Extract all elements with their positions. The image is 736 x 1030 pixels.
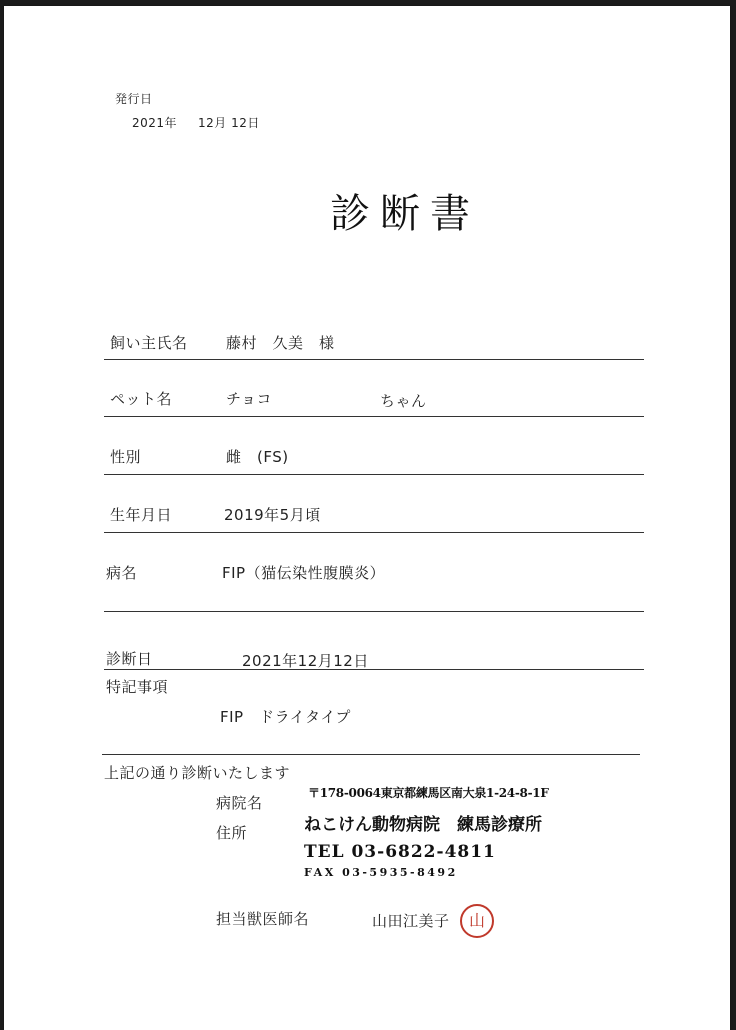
vet-label: 担当獣医師名 [216, 910, 310, 928]
pet-value: チョコ [226, 390, 273, 408]
clinic-stamp-tel: TEL 03-6822-4811 [304, 842, 496, 862]
owner-label: 飼い主氏名 [110, 334, 188, 352]
birth-value: 2019年5月頃 [224, 506, 321, 524]
diagnosis-date-label: 診断日 [106, 650, 153, 668]
closing-statement: 上記の通り診断いたします [104, 764, 291, 782]
disease-rule [104, 611, 644, 612]
diagnosis-date-rule [104, 669, 644, 670]
remarks-value: FIP ドライタイプ [220, 708, 351, 726]
clinic-stamp-fax: FAX 03-5935-8492 [304, 866, 458, 879]
sex-label: 性別 [110, 448, 142, 466]
vet-seal-stamp: 山 [460, 904, 494, 938]
remarks-rule [102, 754, 640, 755]
document-title: 診断書 [330, 191, 480, 237]
pet-label: ペット名 [110, 390, 173, 408]
clinic-stamp-name: ねこけん動物病院 練馬診療所 [304, 815, 542, 835]
owner-rule [104, 359, 644, 360]
issue-month-day: 12月 12日 [198, 116, 260, 130]
clinic-name-label: 病院名 [216, 794, 263, 812]
issue-date-label: 発行日 [115, 92, 153, 106]
clinic-stamp-address: 〒178-0064東京都練馬区南大泉1-24-8-1F [308, 786, 549, 800]
pet-suffix: ちゃん [380, 392, 427, 410]
issue-year: 2021年 [132, 116, 178, 130]
vet-name: 山田江美子 [372, 912, 450, 930]
birth-label: 生年月日 [110, 506, 173, 524]
clinic-address-label: 住所 [216, 824, 248, 842]
pet-rule [104, 416, 644, 417]
disease-value: FIP（猫伝染性腹膜炎） [222, 564, 386, 582]
disease-label: 病名 [106, 564, 138, 582]
sex-rule [104, 474, 644, 475]
owner-value: 藤村 久美 様 [226, 334, 335, 352]
diagnosis-date-value: 2021年12月12日 [242, 652, 369, 670]
document-page [4, 6, 730, 1030]
birth-rule [104, 532, 644, 533]
sex-value: 雌 (FS) [226, 448, 289, 466]
remarks-label: 特記事項 [106, 678, 169, 696]
